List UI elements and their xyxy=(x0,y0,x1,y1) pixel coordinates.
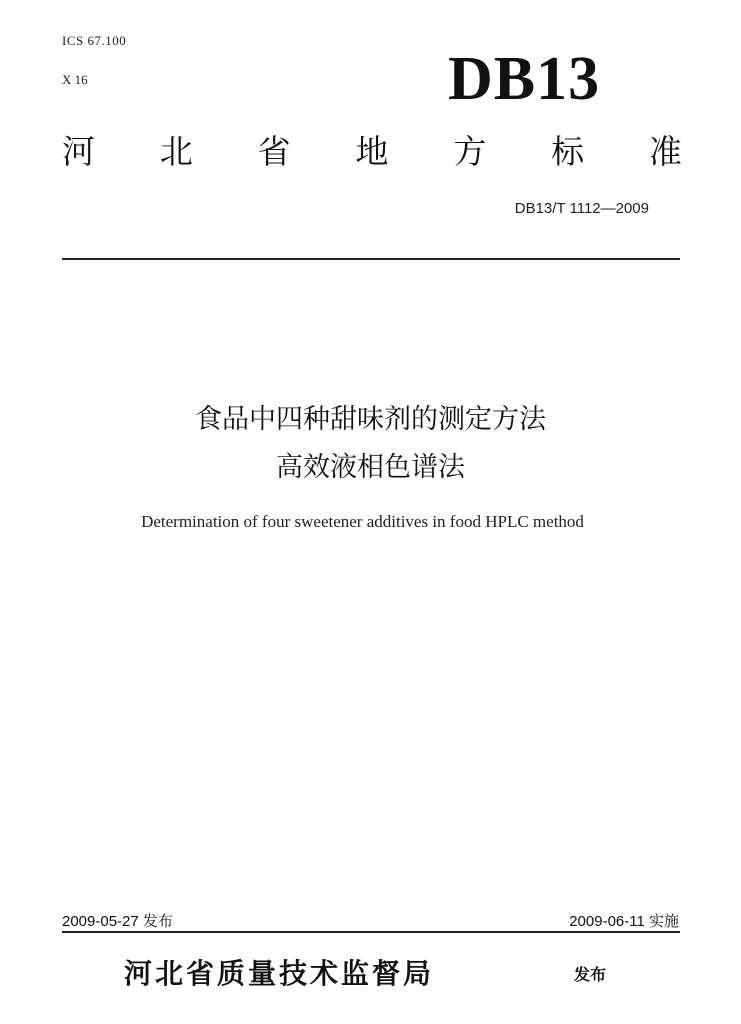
standard-number: DB13/T 1112—2009 xyxy=(514,200,649,217)
chinese-title-line-1: 食品中四种甜味剂的测定方法 xyxy=(195,404,546,435)
chinese-title-line-2: 高效液相色谱法 xyxy=(276,452,465,483)
standard-type-char: 准 xyxy=(648,132,682,171)
db13-logo: DB13 xyxy=(448,45,601,113)
standard-type-char: 北 xyxy=(159,132,193,171)
standard-type-char: 省 xyxy=(257,132,291,171)
implementation-date: 2009-06-11 实施 xyxy=(569,913,679,930)
standard-type-char: 地 xyxy=(355,132,389,171)
standard-type-char: 河 xyxy=(62,132,95,171)
standard-type-char: 标 xyxy=(551,132,585,171)
header-divider xyxy=(62,258,680,260)
ics-code: ICS 67.100 xyxy=(62,33,127,48)
standard-type-heading xyxy=(62,130,682,174)
issue-date: 2009-05-27 发布 xyxy=(62,913,173,930)
standard-type-char: 方 xyxy=(453,132,487,171)
classification-code: X 16 xyxy=(62,72,88,87)
publisher-name: 河北省质量技术监督局 xyxy=(124,957,435,990)
footer-divider xyxy=(62,931,680,933)
publish-label: 发布 xyxy=(574,965,607,984)
english-title: Determination of four sweetener additives in food HPLC method xyxy=(141,512,584,531)
chinese-title xyxy=(0,396,741,492)
